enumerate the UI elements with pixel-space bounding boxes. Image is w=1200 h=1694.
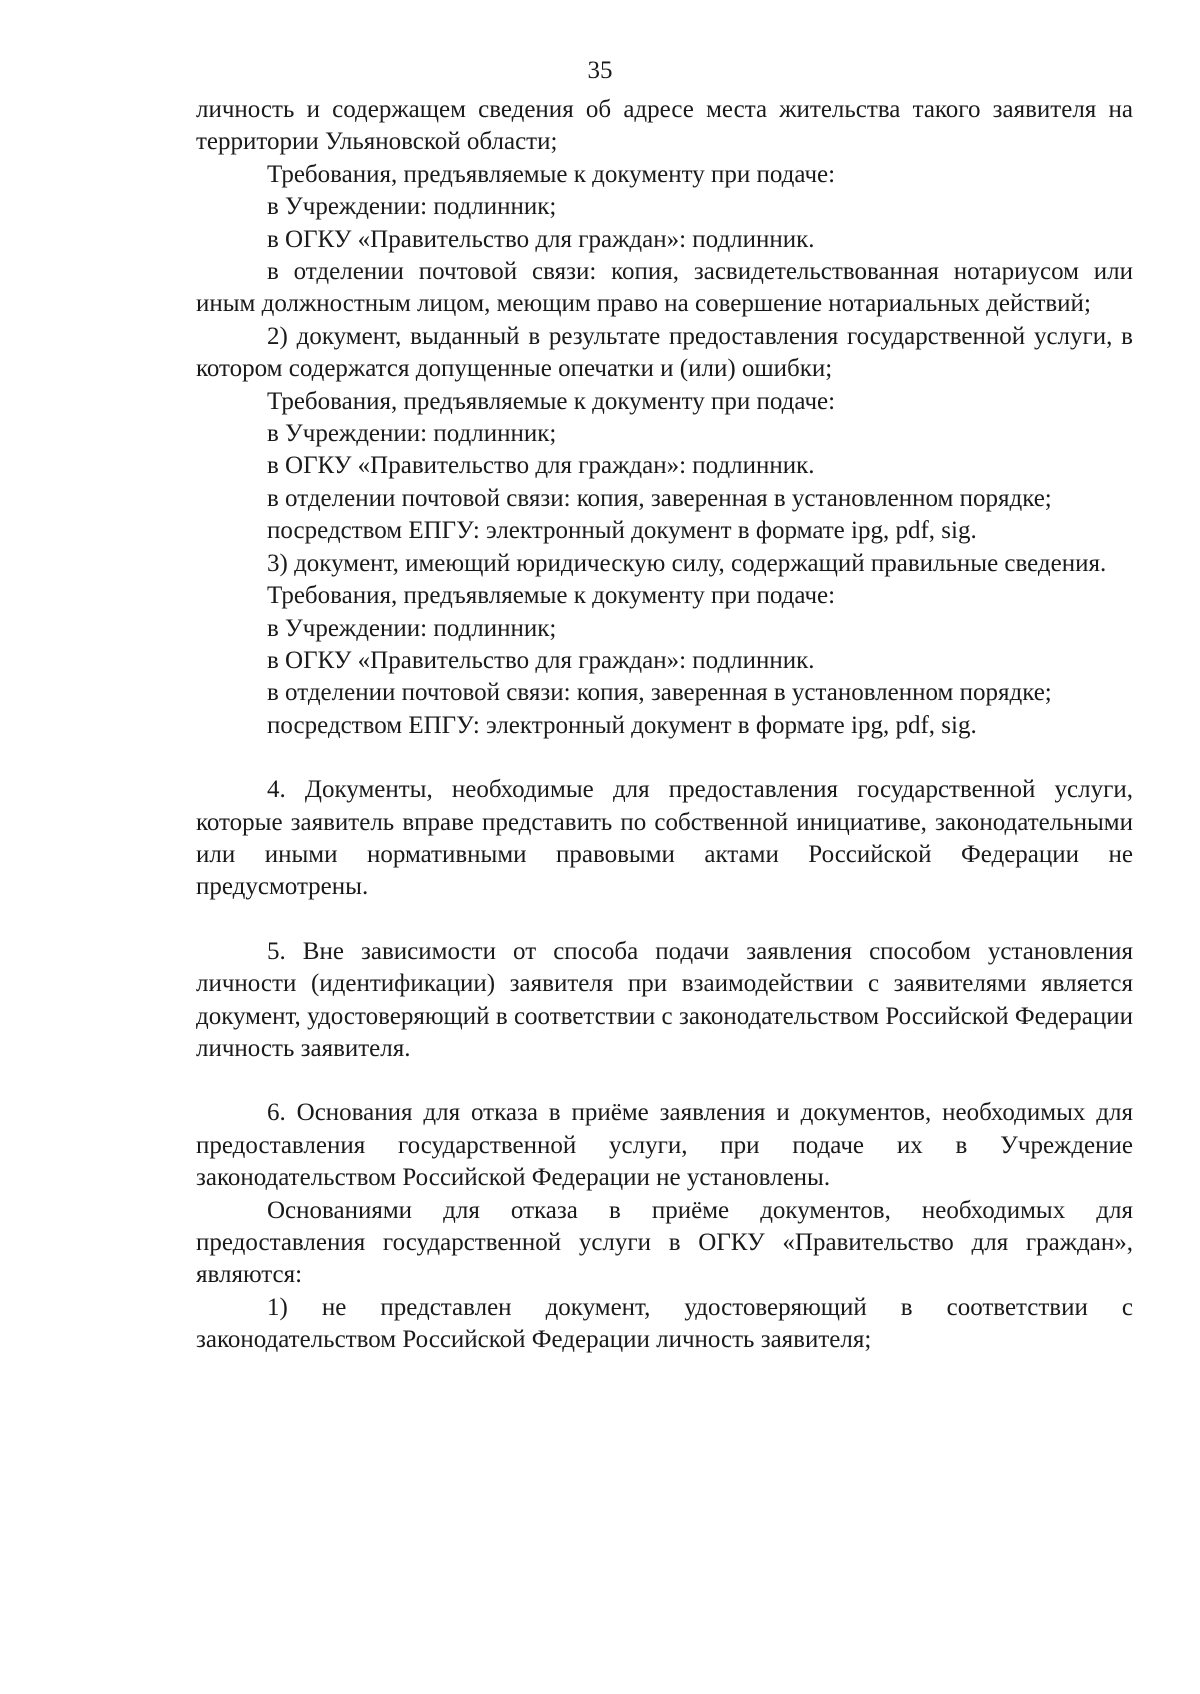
- paragraph-requirement-institution: в Учреждении: подлинник;: [267, 420, 557, 448]
- paragraph-item-3: 3) документ, имеющий юридическую силу, содержащий правильные сведения.: [267, 549, 1107, 577]
- paragraph-requirement-post: в отделении почтовой связи: копия, заверенная в установленном порядке;: [267, 679, 1052, 707]
- paragraph-requirement-institution: в Учреждении: подлинник;: [267, 193, 557, 221]
- paragraph-section-6: 6. Основания для отказа в приёме заявления и документов, необходимых для предоставления государственной услуги, при подаче их в Учреждение законодательством Российской Федерации не установлены.: [196, 1099, 1133, 1192]
- paragraph-requirement-ogku: в ОГКУ «Правительство для граждан»: подлинник.: [267, 646, 815, 674]
- paragraph-section-5: 5. Вне зависимости от способа подачи заявления способом установления личности (идентификации) заявителя при взаимодействии с заявителями является документ, удостоверяющий в соответствии с законодательством Российской Федерации личность заявителя.: [196, 937, 1133, 1062]
- page-number: 35: [587, 57, 613, 84]
- paragraph-requirement-ogku: в ОГКУ «Правительство для граждан»: подлинник.: [267, 225, 815, 253]
- paragraph-continuation: личность и содержащем сведения об адресе места жительства такого заявителя на территории Ульяновской области;: [196, 96, 1133, 156]
- paragraph-item-2: 2) документ, выданный в результате предоставления государственной услуги, в котором содержатся допущенные опечатки и (или) ошибки;: [196, 322, 1133, 383]
- paragraph-requirements-heading: Требования, предъявляемые к документу при подаче:: [267, 387, 836, 415]
- paragraph-requirement-ogku: в ОГКУ «Правительство для граждан»: подлинник.: [267, 452, 815, 480]
- paragraph-requirements-heading: Требования, предъявляемые к документу при подаче:: [267, 582, 836, 610]
- paragraph-requirement-post: в отделении почтовой связи: копия, заверенная в установленном порядке;: [267, 484, 1052, 512]
- paragraph-requirement-epgu: посредством ЕПГУ: электронный документ в формате ipg, pdf, sig.: [267, 517, 977, 545]
- paragraph-refusal-item-1: 1) не представлен документ, удостоверяющий в соответствии с законодательством Российской Федерации личность заявителя;: [196, 1293, 1133, 1354]
- document-body: [196, 94, 1133, 1357]
- paragraph-section-4: 4. Документы, необходимые для предоставления государственной услуги, которые заявитель вправе представить по собственной инициативе, законодательными или иными нормативными правовыми актами Российской Федерации не предусмотрены.: [196, 776, 1133, 901]
- paragraph-requirement-epgu: посредством ЕПГУ: электронный документ в формате ipg, pdf, sig.: [267, 711, 977, 739]
- paragraph-requirement-institution: в Учреждении: подлинник;: [267, 614, 557, 642]
- paragraph-requirements-heading: Требования, предъявляемые к документу при подаче:: [267, 160, 836, 188]
- paragraph-requirement-post: в отделении почтовой связи: копия, засвидетельствованная нотариусом или иным должностным лицом, меющим право на совершение нотариальных действий;: [196, 258, 1133, 318]
- paragraph-refusal-grounds: Основаниями для отказа в приёме документов, необходимых для предоставления государственной услуги в ОГКУ «Правительство для граждан», являются:: [196, 1196, 1133, 1289]
